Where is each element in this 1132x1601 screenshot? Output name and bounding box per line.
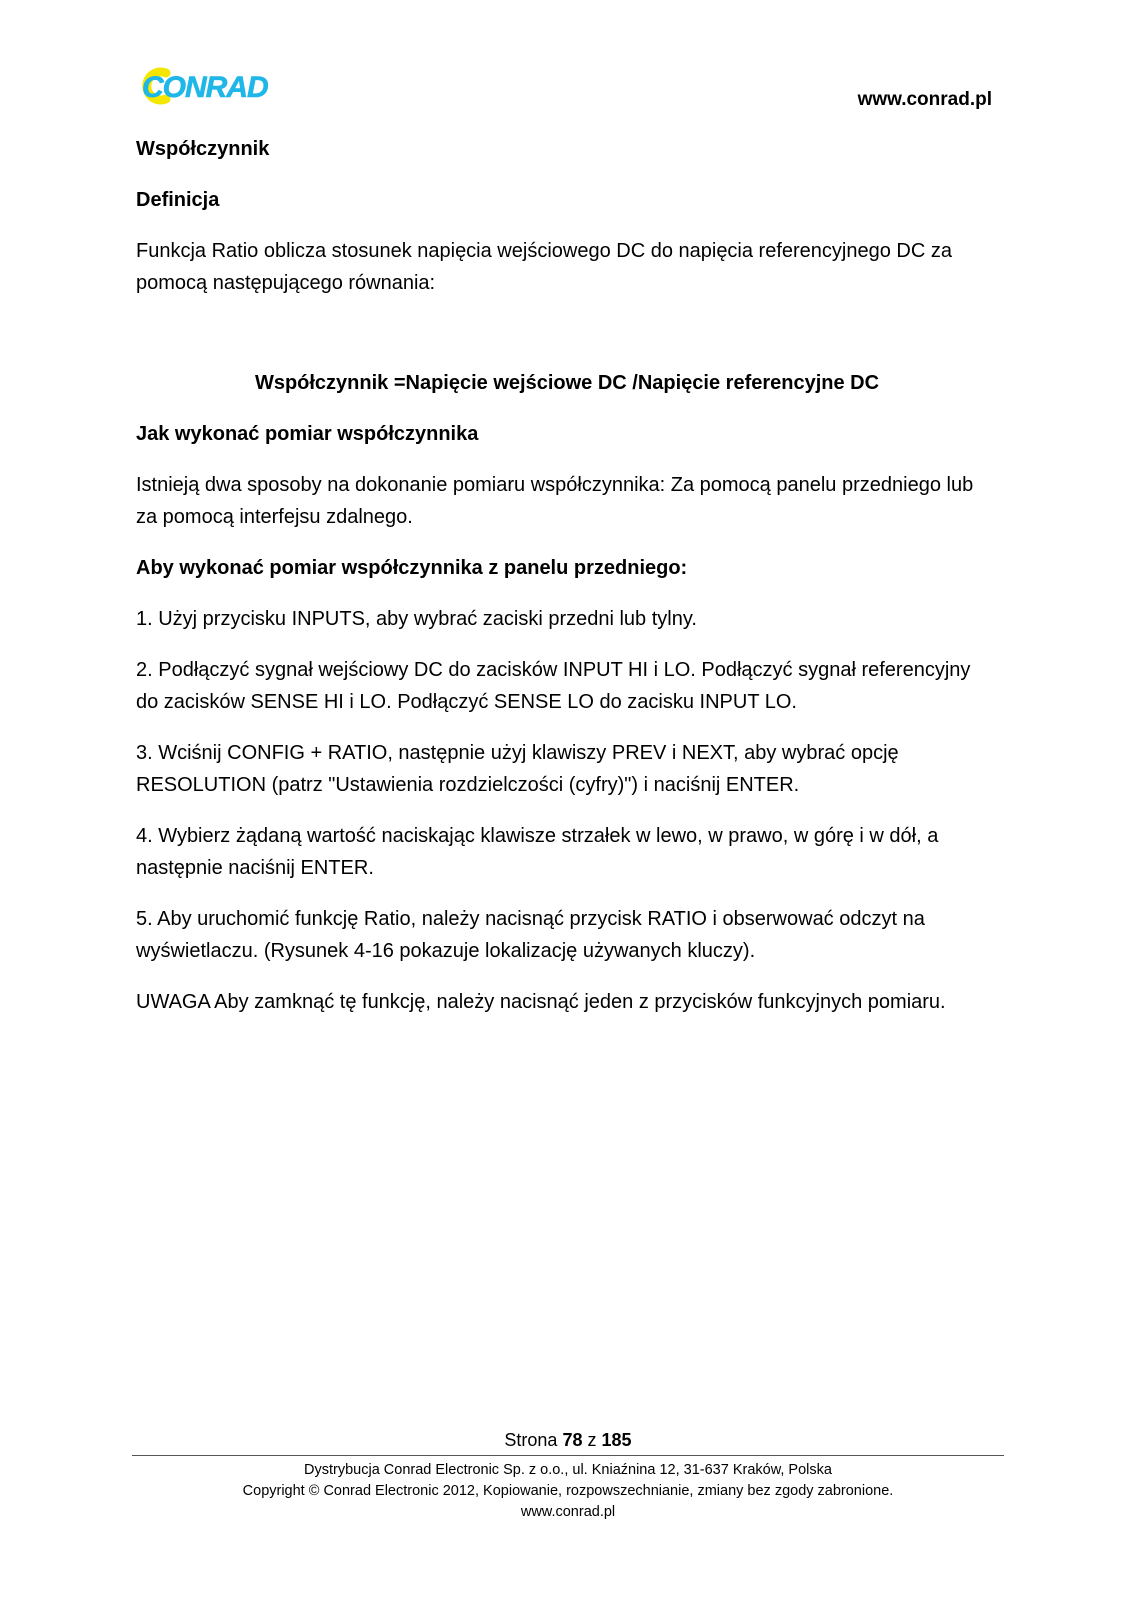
svg-text:CONRAD: CONRAD — [142, 71, 268, 104]
page-number — [132, 1428, 1004, 1452]
step-4: 4. Wybierz żądaną wartość naciskając klawisze strzałek w lewo, w prawo, w górę i w dół, a następnie naciśnij ENTER. — [136, 825, 939, 879]
footer-url[interactable]: www.conrad.pl — [520, 1504, 616, 1520]
section-title: Współczynnik — [136, 138, 270, 160]
step-3: 3. Wciśnij CONFIG + RATIO, następnie użyj klawiszy PREV i NEXT, aby wybrać opcję RESOLUTION (patrz "Ustawienia rozdzielczości (cyfry)") i naciśnij ENTER. — [136, 742, 899, 796]
formula: Współczynnik =Napięcie wejściowe DC /Napięcie referencyjne DC — [254, 372, 880, 394]
document-body — [136, 133, 998, 1037]
definition-text: Funkcja Ratio oblicza stosunek napięcia wejściowego DC do napięcia referencyjnego DC za pomocą następującego równania: — [136, 240, 952, 294]
page-sep: z — [587, 1430, 597, 1450]
footer-address: Dystrybucja Conrad Electronic Sp. z o.o., ul. Kniaźnina 12, 31-637 Kraków, Polska — [304, 1462, 832, 1478]
page-current: 78 — [562, 1430, 583, 1450]
note: UWAGA Aby zamknąć tę funkcję, należy nacisnąć jeden z przycisków funkcyjnych pomiaru. — [136, 991, 946, 1013]
header-url[interactable]: www.conrad.pl — [857, 89, 992, 110]
front-panel-heading: Aby wykonać pomiar współczynnika z panelu przedniego: — [136, 557, 688, 579]
how-heading: Jak wykonać pomiar współczynnika — [136, 423, 479, 445]
page-footer — [132, 1428, 1004, 1523]
footer-copyright: Copyright © Conrad Electronic 2012, Kopiowanie, rozpowszechnianie, zmiany bez zgody zabronione. — [242, 1483, 894, 1499]
page-total: 185 — [601, 1430, 632, 1450]
page-prefix: Strona — [504, 1430, 558, 1450]
definition-heading: Definicja — [136, 189, 220, 211]
step-5: 5. Aby uruchomić funkcję Ratio, należy nacisnąć przycisk RATIO i obserwować odczyt na wyświetlaczu. (Rysunek 4-16 pokazuje lokalizację używanych kluczy). — [136, 908, 925, 962]
conrad-logo — [136, 64, 286, 108]
step-1: 1. Użyj przycisku INPUTS, aby wybrać zaciski przedni lub tylny. — [136, 608, 697, 630]
how-text: Istnieją dwa sposoby na dokonanie pomiaru współczynnika: Za pomocą panelu przedniego lub za pomocą interfejsu zdalnego. — [136, 474, 974, 528]
footer-divider — [132, 1455, 1004, 1456]
step-2: 2. Podłączyć sygnał wejściowy DC do zacisków INPUT HI i LO. Podłączyć sygnał referencyjny do zacisków SENSE HI i LO. Podłączyć SENSE LO do zacisku INPUT LO. — [136, 659, 971, 713]
